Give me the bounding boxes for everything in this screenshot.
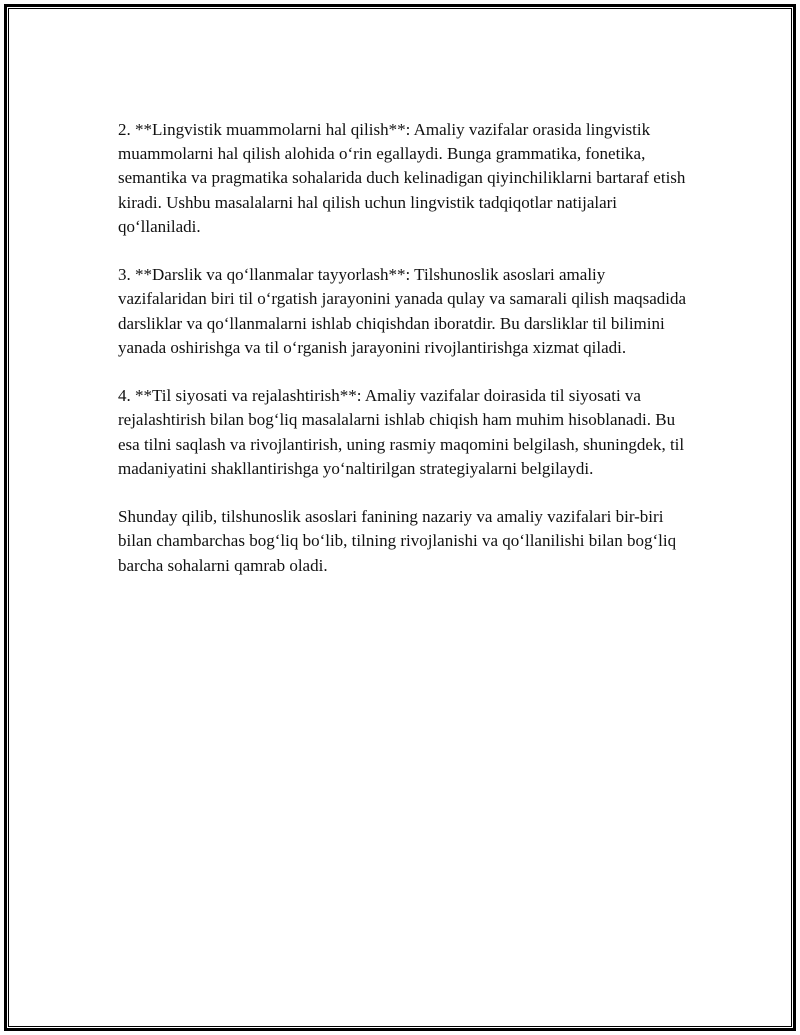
document-body [118,118,690,602]
document-page [4,4,796,1031]
paragraph-language-policy: 4. **Til siyosati va rejalashtirish**: Amaliy vazifalar doirasida til siyosati va rejalashtirish bilan bog‘liq masalalarni ishlab chiqish ham muhim hisoblanadi. Bu esa tilni saqlash va rivojlantirish, uning rasmiy maqomini belgilash, shuningdek, til madaniyatini shakllantirishga yo‘naltirilgan strategiyalarni belgilaydi. [118,386,685,478]
paragraph-conclusion: Shunday qilib, tilshunoslik asoslari fanining nazariy va amaliy vazifalari bir-biri bilan chambarchas bog‘liq bo‘lib, tilning rivojlanishi va qo‘llanilishi bilan bog‘liq barcha sohalarni qamrab oladi. [118,507,677,575]
paragraph-textbooks: 3. **Darslik va qo‘llanmalar tayyorlash**: Tilshunoslik asoslari amaliy vazifalaridan biri til o‘rgatish jarayonini yanada qulay va samarali qilish maqsadida darsliklar va qo‘llanmalarni ishlab chiqishdan iboratdir. Bu darsliklar til bilimini yanada oshirishga va til o‘rganish jarayonini rivojlantirishga xizmat qiladi. [118,265,687,357]
paragraph-linguistic-problems: 2. **Lingvistik muammolarni hal qilish**: Amaliy vazifalar orasida lingvistik muammolarni hal qilish alohida o‘rin egallaydi. Bunga grammatika, fonetika, semantika va pragmatika sohalarida duch kelinadigan qiyinchiliklarni bartaraf etish kiradi. Ushbu masalalarni hal qilish uchun lingvistik tadqiqotlar natijalari qo‘llaniladi. [118,120,686,236]
